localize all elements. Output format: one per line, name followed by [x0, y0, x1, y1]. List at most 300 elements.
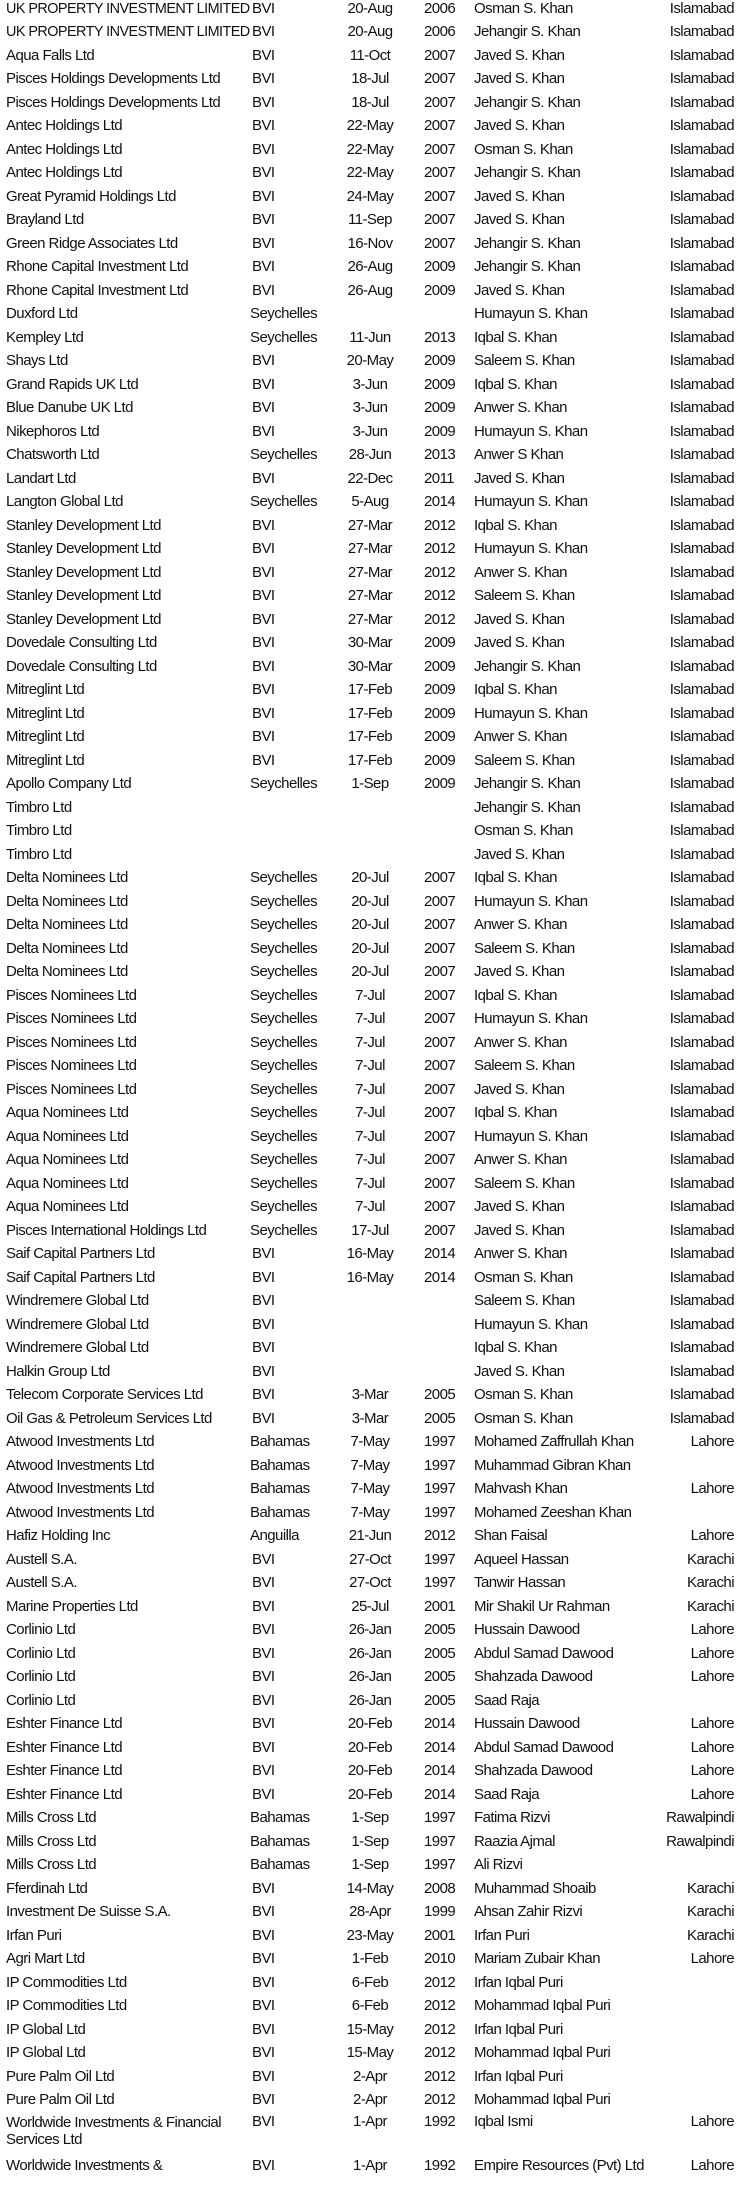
company-cell: Mills Cross Ltd [6, 1856, 97, 1874]
year-cell: 2014 [424, 1762, 456, 1780]
city-cell: Islamabad [669, 1315, 734, 1333]
company-cell: Aqua Nominees Ltd [6, 1151, 129, 1169]
owner-cell: Saad Raja [474, 1691, 540, 1709]
table-row [0, 1924, 738, 1948]
table-row [0, 1830, 738, 1854]
table-row [0, 1642, 738, 1666]
jur-cell: Seychelles [250, 328, 318, 346]
jur-cell: Seychelles [250, 305, 318, 323]
company-cell: Windremere Global Ltd [6, 1292, 149, 1310]
city-cell: Lahore [690, 1527, 734, 1545]
city-cell: Lahore [690, 1785, 734, 1803]
date-cell: 7-Jul [355, 1198, 385, 1216]
year-cell: 2005 [424, 1621, 456, 1639]
city-cell: Lahore [690, 1668, 734, 1686]
owner-cell: Saleem S. Khan [474, 939, 575, 957]
city-cell: Rawalpindi [666, 1809, 734, 1827]
city-cell: Islamabad [669, 1151, 734, 1169]
city-cell: Islamabad [669, 1245, 734, 1263]
city-cell: Islamabad [669, 681, 734, 699]
jur-cell: BVI [252, 610, 275, 628]
jur-cell: BVI [252, 2044, 275, 2062]
table-row [0, 444, 738, 468]
table-row [0, 749, 738, 773]
company-cell: Mitreglint Ltd [6, 681, 85, 699]
table-row [0, 420, 738, 444]
company-cell: Stanley Development Ltd [6, 610, 161, 628]
city-cell: Lahore [690, 1480, 734, 1498]
jur-cell: BVI [252, 563, 275, 581]
year-cell: 2014 [424, 1785, 456, 1803]
date-cell [334, 796, 406, 820]
owner-cell: Javed S. Khan [474, 845, 565, 863]
jur-cell: BVI [252, 1268, 275, 1286]
owner-cell: Humayun S. Khan [474, 704, 588, 722]
date-cell: 26-Jan [348, 1691, 392, 1709]
city-cell: Islamabad [669, 281, 734, 299]
year-cell: 2007 [424, 1174, 456, 1192]
company-cell: Worldwide Investments & [6, 2156, 163, 2174]
date-cell: 7-Jul [355, 1104, 385, 1122]
owner-cell: Raazia Ajmal [474, 1832, 555, 1850]
table-row [0, 585, 738, 609]
table-row [0, 279, 738, 303]
company-cell: Pisces Nominees Ltd [6, 1010, 137, 1028]
year-cell [406, 843, 470, 867]
table-row [0, 726, 738, 750]
owner-cell: Javed S. Khan [474, 187, 565, 205]
owner-cell: Javed S. Khan [474, 1198, 565, 1216]
jur-cell: BVI [252, 1597, 275, 1615]
date-cell: 3-Mar [351, 1386, 389, 1404]
year-cell: 2012 [424, 2044, 456, 2062]
year-cell: 2014 [424, 1268, 456, 1286]
company-cell: Fferdinah Ltd [6, 1879, 88, 1897]
table-row [0, 162, 738, 186]
jur-cell: BVI [252, 0, 275, 17]
table-row [0, 538, 738, 562]
date-cell: 1-Apr [353, 2156, 387, 2174]
company-cell: Saif Capital Partners Ltd [6, 1245, 155, 1263]
year-cell: 2012 [424, 516, 456, 534]
date-cell: 17-Feb [347, 728, 393, 746]
table-row [0, 397, 738, 421]
date-cell: 6-Feb [351, 1973, 389, 1991]
jur-cell: Seychelles [250, 1221, 318, 1239]
city-cell: Islamabad [669, 352, 734, 370]
city-cell: Islamabad [669, 587, 734, 605]
owner-cell: Jehangir S. Khan [474, 93, 581, 111]
city-cell [664, 1854, 738, 1878]
owner-cell: Humayun S. Khan [474, 892, 588, 910]
year-cell: 2007 [424, 963, 456, 981]
jur-cell: BVI [252, 1691, 275, 1709]
date-cell: 26-Aug [347, 258, 393, 276]
date-cell: 22-Dec [347, 469, 393, 487]
date-cell: 30-Mar [347, 634, 393, 652]
table-row [0, 890, 738, 914]
table-row [0, 1266, 738, 1290]
company-cell: Austell S.A. [6, 1574, 77, 1592]
city-cell: Islamabad [669, 798, 734, 816]
city-cell: Lahore [690, 1950, 734, 1968]
company-cell: Dovedale Consulting Ltd [6, 657, 157, 675]
table-row [0, 514, 738, 538]
date-cell: 27-Oct [349, 1574, 391, 1592]
city-cell: Islamabad [669, 1386, 734, 1404]
table-row [0, 1478, 738, 1502]
company-cell: IP Commodities Ltd [6, 1973, 127, 1991]
date-cell: 25-Jul [351, 1597, 389, 1615]
city-cell: Islamabad [669, 140, 734, 158]
table-row [0, 2089, 738, 2113]
company-cell: Nikephoros Ltd [6, 422, 100, 440]
city-cell: Karachi [686, 1597, 734, 1615]
date-cell: 3-Jun [352, 399, 388, 417]
date-cell: 6-Feb [351, 1997, 389, 2015]
table-row [0, 2112, 738, 2154]
jur-cell: BVI [252, 1621, 275, 1639]
year-cell: 1997 [424, 1550, 456, 1568]
jur-cell: BVI [252, 1903, 275, 1921]
table-row [0, 608, 738, 632]
owner-cell: Jehangir S. Khan [474, 657, 581, 675]
year-cell: 2007 [424, 1010, 456, 1028]
city-cell: Islamabad [669, 1339, 734, 1357]
table-row [0, 1313, 738, 1337]
jur-cell: BVI [252, 516, 275, 534]
company-cell: Marine Properties Ltd [6, 1597, 138, 1615]
year-cell: 2012 [424, 1527, 456, 1545]
jur-cell: Seychelles [250, 775, 318, 793]
date-cell: 14-May [346, 1879, 394, 1897]
jur-cell: BVI [252, 352, 275, 370]
jur-cell: BVI [252, 657, 275, 675]
company-cell: Antec Holdings Ltd [6, 140, 123, 158]
table-row [0, 1854, 738, 1878]
city-cell: Islamabad [669, 422, 734, 440]
year-cell [406, 796, 470, 820]
owner-cell: Empire Resources (Pvt) Ltd [474, 2156, 644, 2174]
table-row [0, 843, 738, 867]
city-cell: Islamabad [669, 869, 734, 887]
date-cell: 22-May [346, 164, 394, 182]
year-cell: 2012 [424, 2091, 456, 2109]
year-cell: 2007 [424, 1057, 456, 1075]
owner-cell: Muhammad Shoaib [474, 1879, 596, 1897]
jur-cell: BVI [252, 1950, 275, 1968]
company-cell: Delta Nominees Ltd [6, 939, 128, 957]
jur-cell: BVI [252, 1315, 275, 1333]
company-cell: Timbro Ltd [6, 798, 72, 816]
city-cell: Islamabad [669, 822, 734, 840]
owner-cell: Javed S. Khan [474, 1080, 565, 1098]
table-row [0, 2042, 738, 2066]
jur-cell: Bahamas [250, 1832, 310, 1850]
jur-cell: BVI [252, 1762, 275, 1780]
date-cell: 1-Feb [351, 1950, 389, 1968]
table-row [0, 1619, 738, 1643]
city-cell: Islamabad [669, 1409, 734, 1427]
owner-cell: Abdul Samad Dawood [474, 1738, 614, 1756]
year-cell: 2006 [424, 23, 456, 41]
company-cell: Stanley Development Ltd [6, 563, 161, 581]
year-cell: 2007 [424, 46, 456, 64]
company-cell: Blue Danube UK Ltd [6, 399, 133, 417]
table-row [0, 1995, 738, 2019]
year-cell: 2012 [424, 2020, 456, 2038]
table-row [0, 914, 738, 938]
company-cell: Mitreglint Ltd [6, 751, 85, 769]
company-cell: Delta Nominees Ltd [6, 869, 128, 887]
table-row [0, 1713, 738, 1737]
jur-cell: BVI [252, 140, 275, 158]
year-cell: 2010 [424, 1950, 456, 1968]
year-cell: 2009 [424, 657, 456, 675]
table-row [0, 1454, 738, 1478]
jur-cell: BVI [252, 1997, 275, 2015]
owner-cell: Humayun S. Khan [474, 305, 588, 323]
company-cell: Rhone Capital Investment Ltd [6, 258, 189, 276]
table-row [0, 1783, 738, 1807]
date-cell: 27-Mar [347, 610, 393, 628]
jur-cell: Seychelles [250, 892, 318, 910]
date-cell: 20-Aug [347, 23, 393, 41]
date-cell: 20-Feb [347, 1762, 393, 1780]
jur-cell: BVI [252, 70, 275, 88]
city-cell: Islamabad [669, 916, 734, 934]
owner-cell: Abdul Samad Dawood [474, 1644, 614, 1662]
year-cell: 2007 [424, 916, 456, 934]
owner-cell: Humayun S. Khan [474, 493, 588, 511]
owner-cell: Irfan Puri [474, 1926, 530, 1944]
jur-cell: BVI [252, 1245, 275, 1263]
city-cell: Islamabad [669, 305, 734, 323]
jur-cell: BVI [252, 1362, 275, 1380]
company-cell: Delta Nominees Ltd [6, 892, 128, 910]
company-cell: Great Pyramid Holdings Ltd [6, 187, 176, 205]
jur-cell: BVI [252, 1926, 275, 1944]
city-cell: Islamabad [669, 399, 734, 417]
year-cell: 2007 [424, 187, 456, 205]
year-cell: 2007 [424, 939, 456, 957]
city-cell: Lahore [690, 1762, 734, 1780]
jur-cell: Bahamas [250, 1856, 310, 1874]
company-cell: Mills Cross Ltd [6, 1809, 97, 1827]
owner-cell: Osman S. Khan [474, 140, 573, 158]
table-row [0, 185, 738, 209]
city-cell: Islamabad [669, 375, 734, 393]
company-cell: Duxford Ltd [6, 305, 78, 323]
city-cell: Islamabad [669, 845, 734, 863]
year-cell: 2007 [424, 70, 456, 88]
city-cell: Islamabad [669, 1127, 734, 1145]
city-cell: Islamabad [669, 1362, 734, 1380]
city-cell: Islamabad [669, 963, 734, 981]
city-cell: Karachi [686, 1879, 734, 1897]
year-cell: 2012 [424, 540, 456, 558]
city-cell [664, 2065, 738, 2089]
jur-cell: BVI [252, 728, 275, 746]
date-cell: 1-Sep [351, 1809, 389, 1827]
jur-cell: BVI [252, 704, 275, 722]
owner-cell: Jehangir S. Khan [474, 234, 581, 252]
company-cell: Pisces Nominees Ltd [6, 1057, 137, 1075]
owner-cell: Mohammad Iqbal Puri [474, 1997, 611, 2015]
date-cell: 7-May [350, 1503, 390, 1521]
city-cell: Islamabad [669, 469, 734, 487]
company-cell: Mitreglint Ltd [6, 704, 85, 722]
year-cell [406, 303, 470, 327]
table-row [0, 1384, 738, 1408]
owner-cell: Hussain Dawood [474, 1621, 580, 1639]
jur-cell: Seychelles [250, 1151, 318, 1169]
jur-cell: BVI [252, 164, 275, 182]
jur-cell: BVI [252, 1409, 275, 1427]
owner-cell: Javed S. Khan [474, 70, 565, 88]
company-cell: Stanley Development Ltd [6, 540, 161, 558]
table-row [0, 68, 738, 92]
date-cell [334, 1313, 406, 1337]
year-cell: 2005 [424, 1668, 456, 1686]
date-cell: 20-May [346, 352, 394, 370]
company-cell: Pisces Nominees Ltd [6, 986, 137, 1004]
jur-cell: Seychelles [250, 986, 318, 1004]
company-cell: Aqua Nominees Ltd [6, 1174, 129, 1192]
owner-cell: Irfan Iqbal Puri [474, 1973, 563, 1991]
jur-cell: BVI [252, 1879, 275, 1897]
year-cell: 2014 [424, 1738, 456, 1756]
date-cell: 24-May [346, 187, 394, 205]
jur-cell: BVI [252, 587, 275, 605]
company-cell: Corlinio Ltd [6, 1691, 76, 1709]
jur-cell: Seychelles [250, 1127, 318, 1145]
year-cell: 2012 [424, 1973, 456, 1991]
date-cell: 27-Mar [347, 563, 393, 581]
company-cell: Pisces Holdings Developments Ltd [6, 93, 221, 111]
city-cell: Lahore [690, 1621, 734, 1639]
jur-cell: BVI [252, 2020, 275, 2038]
owner-cell: Jehangir S. Khan [474, 23, 581, 41]
company-cell: UK PROPERTY INVESTMENT LIMITED [6, 0, 250, 17]
jur-cell: Seychelles [250, 1104, 318, 1122]
year-cell: 2005 [424, 1691, 456, 1709]
owner-cell: Anwer S. Khan [474, 1151, 567, 1169]
owner-cell: Osman S. Khan [474, 1409, 573, 1427]
table-row [0, 937, 738, 961]
table-row [0, 1219, 738, 1243]
owner-cell: Humayun S. Khan [474, 1010, 588, 1028]
owner-cell: Jehangir S. Khan [474, 164, 581, 182]
date-cell: 28-Apr [349, 1903, 391, 1921]
jur-cell: Bahamas [250, 1809, 310, 1827]
owner-cell: Anwer S. Khan [474, 399, 567, 417]
jur-cell: BVI [252, 2091, 275, 2109]
owner-cell: Tanwir Hassan [474, 1574, 566, 1592]
owner-cell: Ahsan Zahir Rizvi [474, 1903, 583, 1921]
company-cell: Pisces Nominees Ltd [6, 1080, 137, 1098]
jur-cell: BVI [252, 187, 275, 205]
year-cell [406, 1337, 470, 1361]
owner-cell: Saleem S. Khan [474, 1174, 575, 1192]
company-cell: IP Global Ltd [6, 2044, 86, 2062]
company-cell: Corlinio Ltd [6, 1668, 76, 1686]
date-cell [334, 1360, 406, 1384]
company-cell: Atwood Investments Ltd [6, 1503, 154, 1521]
date-cell: 20-Jul [351, 869, 389, 887]
company-cell: Eshter Finance Ltd [6, 1785, 123, 1803]
owner-cell: Iqbal S. Khan [474, 375, 557, 393]
table-row [0, 467, 738, 491]
table-row [0, 655, 738, 679]
city-cell: Islamabad [669, 46, 734, 64]
company-cell: Landart Ltd [6, 469, 76, 487]
table-row [0, 1971, 738, 1995]
city-cell: Islamabad [669, 939, 734, 957]
table-row [0, 1196, 738, 1220]
table-row [0, 1290, 738, 1314]
city-cell: Islamabad [669, 493, 734, 511]
jur-cell [250, 843, 334, 867]
year-cell: 1997 [424, 1433, 456, 1451]
year-cell: 2011 [424, 469, 455, 487]
date-cell: 16-May [346, 1268, 394, 1286]
year-cell: 2007 [424, 1127, 456, 1145]
city-cell: Lahore [690, 1738, 734, 1756]
owner-cell: Iqbal S. Khan [474, 1104, 557, 1122]
jur-cell: Seychelles [250, 916, 318, 934]
owner-cell: Irfan Iqbal Puri [474, 2020, 563, 2038]
owner-cell: Javed S. Khan [474, 46, 565, 64]
year-cell: 2005 [424, 1644, 456, 1662]
company-cell: Oil Gas & Petroleum Services Ltd [6, 1409, 212, 1427]
city-cell: Lahore [690, 2156, 734, 2174]
owner-cell: Mohamed Zeeshan Khan [474, 1503, 632, 1521]
date-cell: 7-Jul [355, 986, 385, 1004]
date-cell: 2-Apr [353, 2091, 387, 2109]
year-cell: 2007 [424, 93, 456, 111]
jur-cell: BVI [252, 375, 275, 393]
jur-cell: BVI [252, 258, 275, 276]
city-cell: Islamabad [669, 704, 734, 722]
owner-cell: Jehangir S. Khan [474, 798, 581, 816]
year-cell: 2009 [424, 704, 456, 722]
year-cell: 2007 [424, 117, 456, 135]
year-cell: 2012 [424, 2067, 456, 2085]
jur-cell: Seychelles [250, 869, 318, 887]
year-cell: 1997 [424, 1832, 456, 1850]
owner-cell: Osman S. Khan [474, 1268, 573, 1286]
year-cell: 2012 [424, 563, 456, 581]
jur-cell: BVI [252, 540, 275, 558]
year-cell: 2013 [424, 446, 456, 464]
city-cell: Islamabad [669, 563, 734, 581]
date-cell: 18-Jul [351, 93, 389, 111]
table-row [0, 1501, 738, 1525]
year-cell: 1997 [424, 1480, 456, 1498]
date-cell: 17-Feb [347, 751, 393, 769]
jur-cell: BVI [252, 469, 275, 487]
company-cell: Corlinio Ltd [6, 1621, 76, 1639]
company-cell: Shays Ltd [6, 352, 68, 370]
owner-cell: Humayun S. Khan [474, 422, 588, 440]
year-cell: 2013 [424, 328, 456, 346]
jur-cell: BVI [252, 93, 275, 111]
owner-cell: Humayun S. Khan [474, 540, 588, 558]
jur-cell: BVI [252, 1973, 275, 1991]
year-cell: 2007 [424, 164, 456, 182]
owner-cell: Saleem S. Khan [474, 751, 575, 769]
